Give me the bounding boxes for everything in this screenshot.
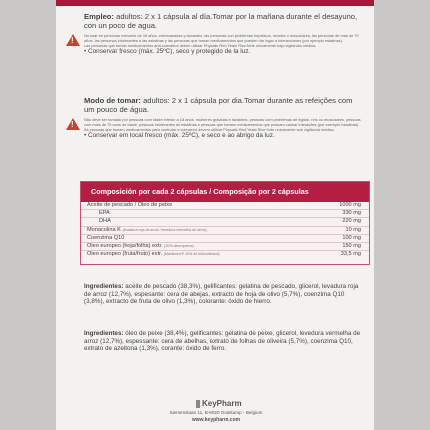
top-accent-bar [56,0,374,6]
brand-logo: KeyPharm [196,399,242,408]
composition-row: Oleo europeo (fruta/fruto) extr. (Maslinone® 15% de hidroxitirosol) 33,5 mg [87,251,361,258]
warning-text-2-es: Las personas que toman medicamentos anti-colesterol deben utilizar Physalis Red Yeast Rice forte únicamente bajo vigilancia médica. [84,43,317,48]
composition-panel [80,181,370,265]
company-address: Siemenslaan 11, B-8020 Oostkamp - Belgium [169,410,263,415]
warning-text-2-pt: As pessoas que tomam medicamentos para controlar o colesterol devem utilizar Physalis Red Yeast Rice forte unicamente sob vigilância médica. [84,127,335,132]
composition-row: Coenzima Q10 100 mg [81,235,369,243]
ingredients-es [84,283,366,306]
ingredients-pt [84,330,366,353]
warning-triangle-icon: ! [66,118,80,130]
ingredients-label-pt: Ingredientes: [84,330,124,337]
composition-row: DHA 220 mg [81,218,369,226]
composition-row: EPA 330 mg [81,210,369,218]
warning-triangle-icon: ! [66,34,80,46]
ingredients-label-es: Ingredientes: [84,283,124,290]
composition-row: Monacolina K (levadura roja de arroz / levedura vermelha de arroz) 10 mg [81,227,369,235]
storage-text-es: • Conservar fresco (máx. 25ºC), seco y protegido de la luz. [84,48,251,55]
product-label-card [56,0,374,430]
usage-label-es: Empleo: [84,12,114,21]
warning-text-es: No usar en personas menores de 18 años, embarazadas y lactantes, las personas con problemas hepáticos, renales o musculares, las personas de más de 70 años, las personas intolerantes a las estatinas y las personas que toman medicamentos que pueden dar lugar a interacciones (por ejemplo estatinas). [84,33,359,43]
usage-text-es: adultos: 2 x 1 cápsula al día.Tomar por la mañana durante el desayuno, con un poco de agua. [84,12,358,30]
composition-title: Composición por cada 2 cápsulas / Composição por 2 cápsulas [81,182,369,202]
company-website: www.keypharm.com [191,417,241,423]
brand-logo-icon [196,400,200,408]
usage-text-pt: adultos: 2 x 1 cápsula por dia.Tomar durante as refeições com um pouco de água. [84,96,353,114]
composition-row: Aceite de pescado / Óleo de peixe 1000 mg [81,202,369,210]
warning-text-pt: Não deve ser tomado por pessoas com idade inferior a 18 anos, mulheres grávidas e lactantes, pessoas com problemas de fígado, rins ou musculares, pessoas com mais de 70 anos de idade, pessoas intolerantes às estatinas e pessoas que tomam medicamentos que possam causar interações (por exemplo estatinas). [84,117,361,127]
ingredients-text-pt: óleo de peixe (38,4%), gelificantes: gelatina de peixe, glicerol, levedura vermelha de arroz (12,7%), espessante: cera de abelhas, extrato de folhas de oliveira (5,7%), coenzima Q10, extrato de azeitona (1,3%), corante: óxido de ferro. [84,330,361,353]
usage-section-pt [71,96,364,140]
ingredients-text-es: aceite de pescado (38,3%), gelificantes: gelatina de pescado, glicerol, levadura roja de arroz (12,7%), espesante: cera de abejas, extracto de hoja de olivo (5,7%), coenzima Q10 (3,8%), extracto de fruta de olivo (1,3%), colorante: óxido de hierro. [84,283,359,306]
storage-text-pt: • Conservar em local fresco (máx. 25ºC), e seco e ao abrigo da luz. [84,132,275,139]
usage-label-pt: Modo de tomar: [84,96,141,105]
composition-row: Oleo europeo (hoja/folha) extr. (20% oleuropeína) 150 mg [81,243,369,251]
usage-section-es [71,12,364,56]
